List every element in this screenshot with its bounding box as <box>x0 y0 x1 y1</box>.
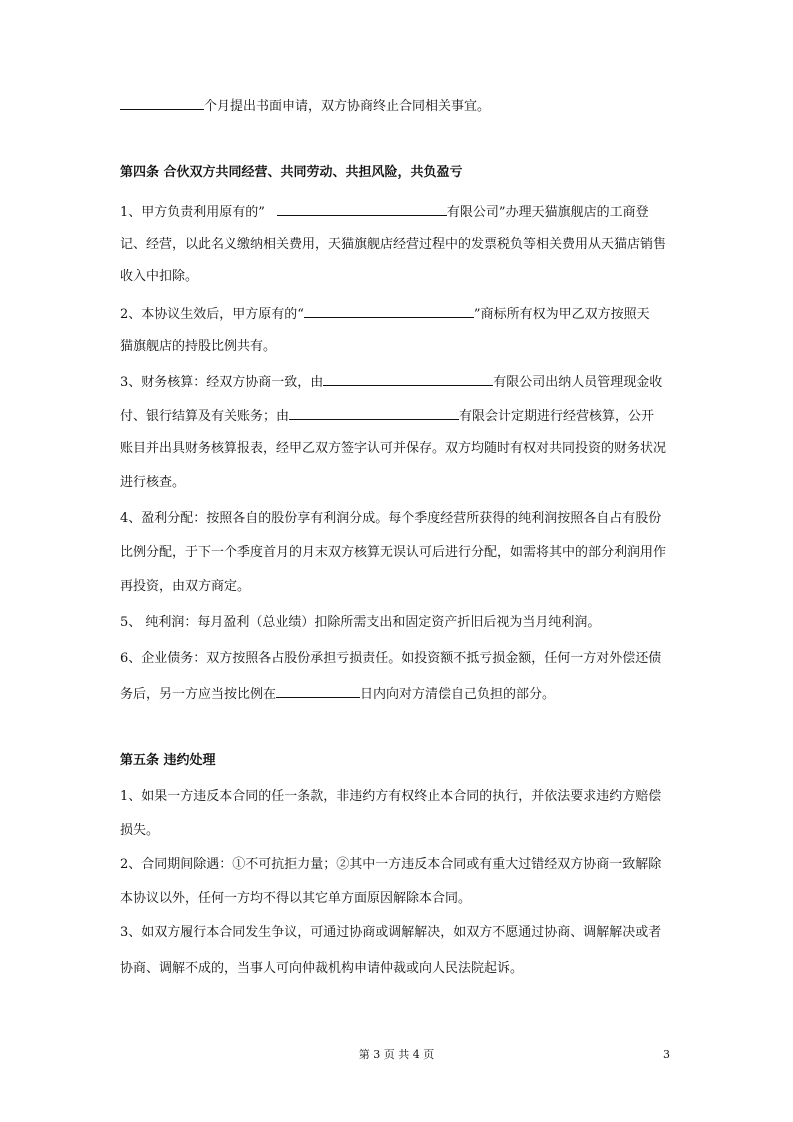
clause-5-3: 3、如双方履行本合同发生争议，可通过协商或调解解决，如双方不愿通过协商、调解解决或者 <box>120 925 662 940</box>
fill-in-blank <box>323 371 493 386</box>
fill-in-blank <box>277 201 447 216</box>
clause-4-4: 4、盈利分配：按照各自的股份享有利润分成。每个季度经营所获得的纯利润按照各自占有股份 <box>120 511 662 526</box>
article-5-heading: 第五条 违约处理 <box>120 753 216 768</box>
article-4-heading: 第四条 合伙双方共同经营、共同劳动、共担风险，共负盈亏 <box>120 165 463 180</box>
paragraph-line: 协商、调解不成的，当事人可向仲裁机构申请仲裁或向人民法院起诉。 <box>120 961 524 976</box>
clause-4-6: 6、企业债务：双方按照各占股份承担亏损责任。如投资额不抵亏损金额，任何一方对外偿还债 <box>120 651 662 666</box>
clause-5-1: 1、如果一方违反本合同的任一条款，非违约方有权终止本合同的执行，并依法要求违约方赔偿 <box>120 789 662 804</box>
clause-4-1: 1、甲方负责利用原有的” 有限公司”办理天猫旗舰店的工商登 <box>120 201 680 223</box>
paragraph-line: 记、经营，以此名义缴纳相关费用，天猫旗舰店经营过程中的发票税负等相关费用从天猫店销售 <box>120 237 667 252</box>
paragraph-line: 猫旗舰店的持股比例共有。 <box>120 339 277 354</box>
fill-in-blank <box>304 303 474 318</box>
paragraph-line: 再投资，由双方商定。 <box>120 579 251 594</box>
clause-4-3: 3、财务核算：经双方协商一致，由 有限公司出纳人员管理现金收 <box>120 371 680 393</box>
paragraph-line: 损失。 <box>120 823 160 838</box>
page-number: 3 <box>663 1048 670 1061</box>
clause-4-5: 5、 纯利润：每月盈利（总业绩）扣除所需支出和固定资产折旧后视为当月纯利润。 <box>120 615 601 630</box>
paragraph-line: 收入中扣除。 <box>120 269 199 284</box>
clause-4-2: 2、本协议生效后，甲方原有的“ ”商标所有权为甲乙双方按照天 <box>120 303 680 325</box>
fill-in-blank <box>276 683 360 698</box>
clause-5-2: 2、合同期间除遇：①不可抗拒力量；②其中一方违反本合同或有重大过错经双方协商一致解除 <box>120 857 662 872</box>
paragraph-line: 本协议以外，任何一方均不得以其它单方面原因解除本合同。 <box>120 891 472 906</box>
paragraph-line: 比例分配，于下一个季度首月的月末双方核算无误认可后进行分配，如需将其中的部分利润用作 <box>120 545 667 560</box>
fill-in-blank <box>120 95 204 110</box>
paragraph-line: 个月提出书面申请，双方协商终止合同相关事宜。 <box>120 95 680 117</box>
paragraph-line: 进行核查。 <box>120 475 186 490</box>
fill-in-blank <box>289 405 459 420</box>
page-footer: 第 3 页 共 4 页 <box>358 1048 435 1061</box>
paragraph-line: 账目并出具财务核算报表，经甲乙双方签字认可并保存。双方均随时有权对共同投资的财务状况 <box>120 441 667 456</box>
paragraph-line: 务后，另一方应当按比例在 日内向对方清偿自己负担的部分。 <box>120 683 680 705</box>
paragraph-line: 付、银行结算及有关账务；由 有限会计定期进行经营核算，公开 <box>120 405 680 427</box>
